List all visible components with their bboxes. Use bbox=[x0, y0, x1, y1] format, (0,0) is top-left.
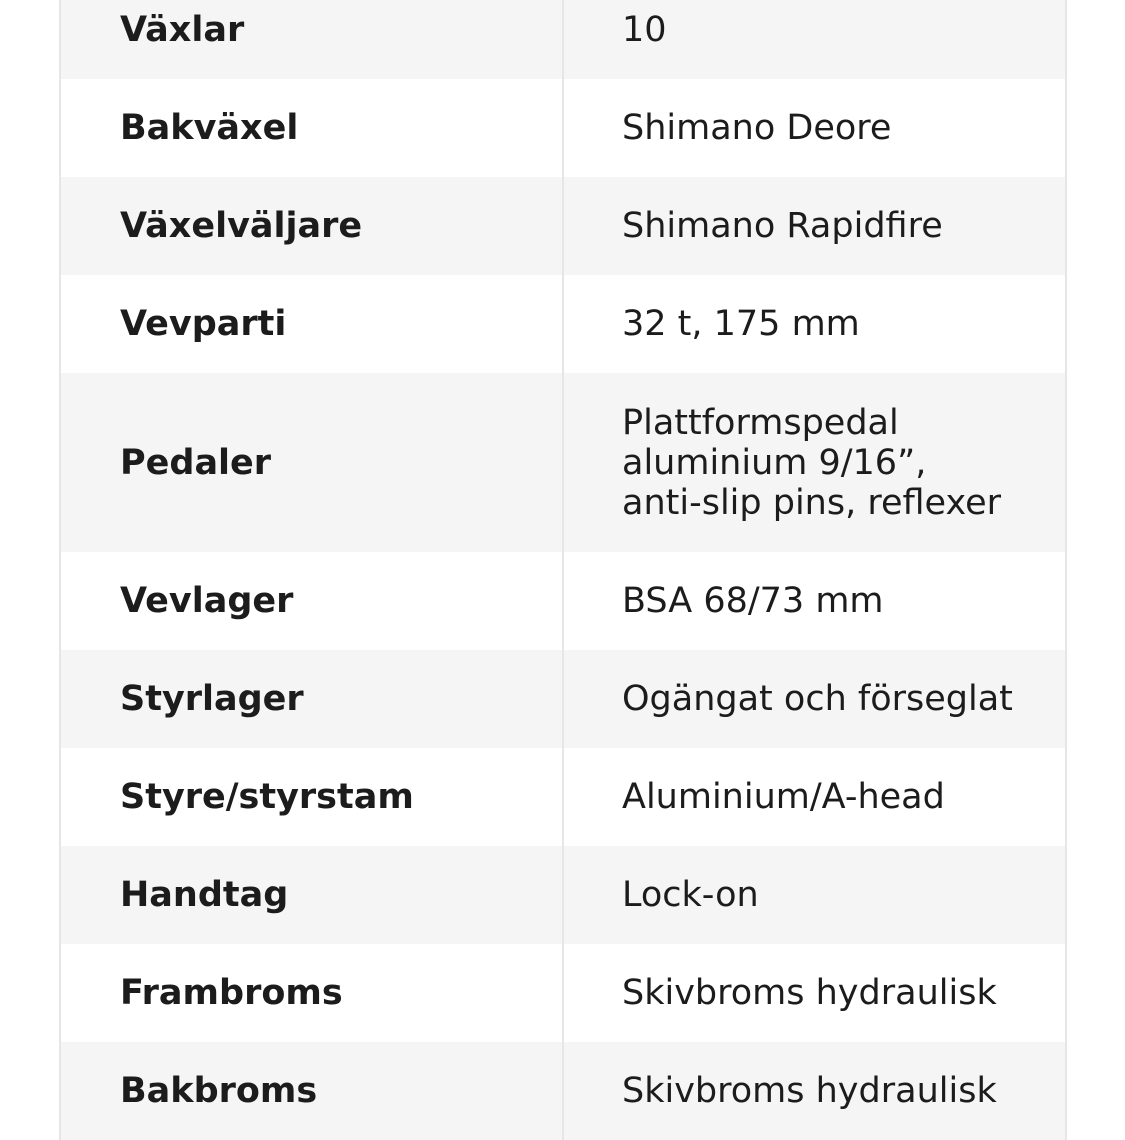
spec-value: Skivbroms hydraulisk bbox=[622, 973, 997, 1013]
spec-row-styre-styrstam bbox=[60, 748, 1066, 846]
spec-row-vaxlar bbox=[60, 0, 1066, 79]
spec-row-handtag bbox=[60, 846, 1066, 944]
spec-row-vevparti bbox=[60, 275, 1066, 373]
spec-label: Bakväxel bbox=[60, 79, 563, 177]
spec-label: Växlar bbox=[60, 0, 563, 79]
spec-table bbox=[59, 0, 1067, 1140]
spec-value: Shimano Rapidfire bbox=[622, 206, 943, 246]
spec-row-vevlager bbox=[60, 552, 1066, 650]
spec-row-bakvaxel bbox=[60, 79, 1066, 177]
spec-label: Vevparti bbox=[60, 275, 563, 373]
spec-label: Bakbroms bbox=[60, 1042, 563, 1140]
spec-value: BSA 68/73 mm bbox=[622, 581, 884, 621]
spec-label: Frambroms bbox=[60, 944, 563, 1042]
spec-row-vaxelvaljare bbox=[60, 177, 1066, 275]
spec-row-bakbroms bbox=[60, 1042, 1066, 1140]
spec-value: 10 bbox=[622, 10, 667, 50]
spec-row-frambroms bbox=[60, 944, 1066, 1042]
spec-row-pedaler bbox=[60, 373, 1066, 552]
spec-label: Styre/styrstam bbox=[60, 748, 563, 846]
spec-value: Skivbroms hydraulisk bbox=[622, 1071, 997, 1111]
spec-label: Växelväljare bbox=[60, 177, 563, 275]
spec-label: Handtag bbox=[60, 846, 563, 944]
spec-label: Pedaler bbox=[60, 373, 563, 552]
spec-value: Lock-on bbox=[622, 875, 759, 915]
spec-value: 32 t, 175 mm bbox=[622, 304, 860, 344]
spec-row-styrlager bbox=[60, 650, 1066, 748]
spec-value: Shimano Deore bbox=[622, 108, 892, 148]
spec-label: Vevlager bbox=[60, 552, 563, 650]
spec-value: Plattformspedal aluminium 9/16”, anti-slip pins, reflexer bbox=[622, 402, 1002, 523]
spec-value: Ogängat och förseglat bbox=[622, 679, 1013, 719]
spec-value: Aluminium/A-head bbox=[622, 777, 945, 817]
spec-label: Styrlager bbox=[60, 650, 563, 748]
